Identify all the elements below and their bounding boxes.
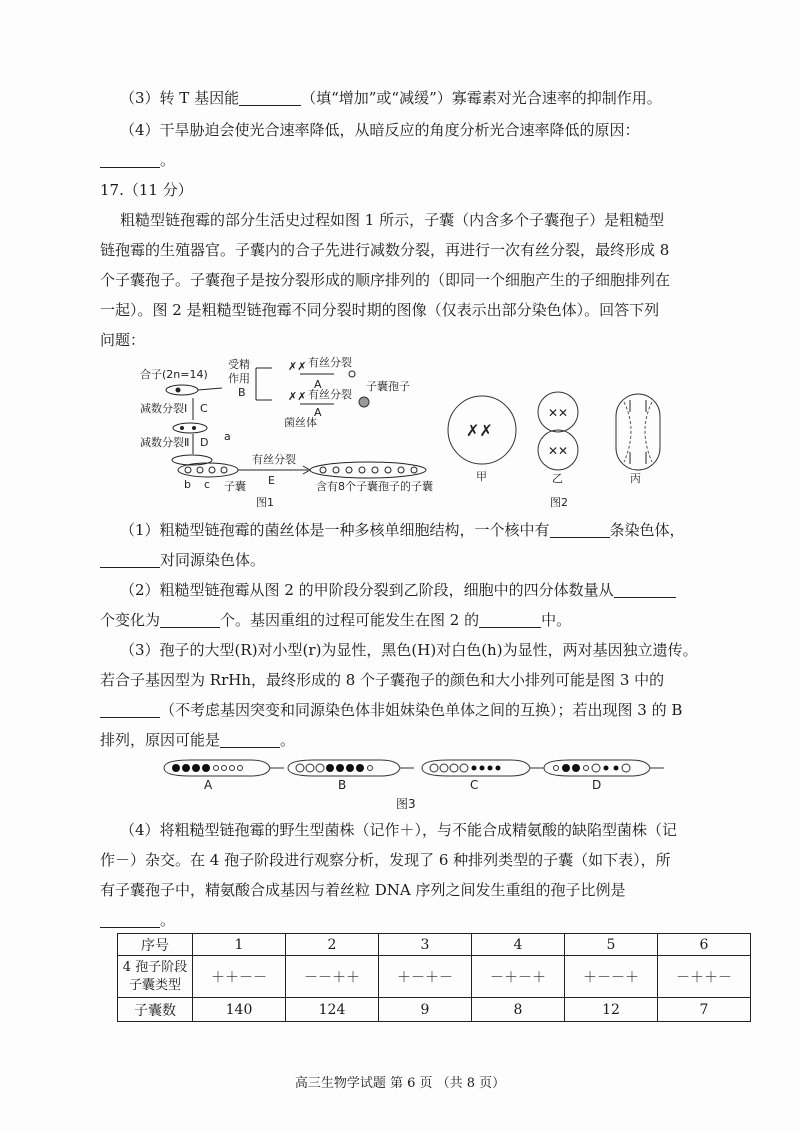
table-cell: ＋－＋－ xyxy=(379,956,472,998)
q17-part3-line xyxy=(100,730,295,750)
table-cell: 2 xyxy=(286,934,379,956)
fig1-mitosis-label: 有丝分裂 xyxy=(308,356,352,369)
ascus-four-nuclei xyxy=(178,463,238,477)
ascus-A xyxy=(164,760,284,792)
table-cell: －＋－＋ xyxy=(472,956,565,998)
fig1-mycelium-label: 菌丝体 xyxy=(284,416,317,429)
table-header-line: 4 孢子阶段 xyxy=(122,959,188,975)
fig1-label-A: A xyxy=(314,406,322,419)
fig1-chromosome-cluster: ✗✗ xyxy=(288,360,307,373)
q17-part1-cont xyxy=(100,550,265,570)
answer-blank[interactable] xyxy=(100,551,160,568)
fig1-fertilization-label: 作用 xyxy=(228,372,250,385)
ascus-D xyxy=(544,760,664,792)
q17-number: 17.（11 分） xyxy=(100,181,193,199)
fig1-zygote-label: 合子(2n=14) xyxy=(140,368,208,381)
figure-3 xyxy=(160,756,700,810)
fig3-label-D: D xyxy=(592,778,602,792)
q16-part3-label: （3）转 T 基因能 xyxy=(120,89,240,107)
q17-intro-line: 链孢霉的生殖器官。子囊内的合子先进行减数分裂，再进行一次有丝分裂，最终形成 8 xyxy=(100,241,670,259)
fig3-caption: 图3 xyxy=(396,797,416,810)
table-header xyxy=(118,956,193,998)
fig2-label-yi: 乙 xyxy=(552,472,563,485)
q16-part4-end: 。 xyxy=(160,151,176,169)
q17-part3-line: 若合子基因型为 RrHh，最终形成的 8 个子囊孢子的颜色和大小排列可能是图 3 中的 xyxy=(100,671,665,689)
ascus-eight-spores xyxy=(310,462,426,478)
fig1-label-a: a xyxy=(224,430,231,443)
fig1-chromosome-cluster: ✗✗ xyxy=(288,390,307,403)
answer-blank[interactable] xyxy=(100,911,160,928)
ascus-B xyxy=(288,760,414,792)
answer-blank[interactable] xyxy=(614,581,676,598)
table-header-line: 子囊类型 xyxy=(128,977,181,993)
table-row-count xyxy=(118,998,751,1022)
chromosome-yi: ✕✕ xyxy=(548,406,569,420)
table-cell: 6 xyxy=(658,934,751,956)
table-cell: 7 xyxy=(658,998,751,1022)
q17-part1-text: （1）粗糙型链孢霉的菌丝体是一种多核单细胞结构，一个核中有 xyxy=(120,521,550,539)
fig1-ascus8-label: 含有8个子囊孢子的子囊 xyxy=(316,480,433,493)
answer-blank[interactable] xyxy=(160,611,220,628)
fig1-label-E: E xyxy=(268,474,275,487)
fig1-label-C: C xyxy=(200,402,208,415)
fig1-mycelium-dot xyxy=(359,397,369,407)
q16-part3-tail: （填“增加”或“减缓”）寡霉素对光合速率的抑制作用。 xyxy=(301,89,662,107)
figure-1 xyxy=(138,356,438,508)
cell-bing xyxy=(616,394,660,470)
answer-blank[interactable] xyxy=(479,611,541,628)
q17-part2-text: （2）粗糙型链孢霉从图 2 的甲阶段分裂到乙阶段，细胞中的四分体数量从 xyxy=(120,581,614,599)
table-row-type xyxy=(118,956,751,998)
fig1-label-b: b xyxy=(184,478,191,491)
fig1-mitosis-label: 有丝分裂 xyxy=(252,453,296,466)
q17-part1-text: 条染色体， xyxy=(609,521,685,539)
q17-part4-line xyxy=(100,910,175,930)
fig1-mitosis-label: 有丝分裂 xyxy=(308,388,352,401)
answer-blank[interactable] xyxy=(100,701,160,718)
q17-intro-line: 一起）。图 2 是粗糙型链孢霉不同分裂时期的图像（仅表示出部分染色体）。回答下列 xyxy=(100,301,660,319)
q17-part3-text: （不考虑基因突变和同源染色体非姐妹染色单体之间的互换）；若出现图 3 的 B xyxy=(160,701,683,719)
table-cell: 9 xyxy=(379,998,472,1022)
chromosome-tetrad: ✗✗ xyxy=(466,421,493,440)
fig1-meiosis2-label: 减数分裂Ⅱ xyxy=(140,436,190,449)
q17-part2-text: 中。 xyxy=(541,611,572,629)
fig1-ascus-label: 子囊 xyxy=(224,480,246,493)
fig2-caption: 图2 xyxy=(550,496,568,509)
q17-part4-line: 有子囊孢子中，精氨酸合成基因与着丝粒 DNA 序列之间发生重组的孢子比例是 xyxy=(100,881,626,899)
table-cell: 8 xyxy=(472,998,565,1022)
q17-part2-text: 个。基因重组的过程可能发生在图 2 的 xyxy=(220,611,480,629)
answer-blank[interactable] xyxy=(550,521,610,538)
table-cell: 5 xyxy=(565,934,658,956)
fig3-label-C: C xyxy=(470,778,479,792)
figure-2 xyxy=(440,390,680,510)
fig1-label-B: B xyxy=(238,386,246,399)
q17-part2 xyxy=(120,580,676,600)
fig3-label-A: A xyxy=(204,778,213,792)
zygote-nucleus xyxy=(176,388,181,393)
q17-part1-text: 对同源染色体。 xyxy=(160,551,266,569)
q16-part4-answer xyxy=(100,150,175,170)
fig3-label-B: B xyxy=(338,778,347,792)
table-header: 序号 xyxy=(118,934,193,956)
table-row-index xyxy=(118,934,751,956)
chromosome-yi: ✕✕ xyxy=(548,444,569,458)
table-cell: 4 xyxy=(472,934,565,956)
ascus-C xyxy=(422,760,544,792)
page-footer: 高三生物学试题 第 6 页 （共 8 页） xyxy=(294,1076,506,1091)
q17-part3: （3）孢子的大型(R)对小型(r)为显性，黑色(H)对白色(h)为显性，两对基因独立遗传。 xyxy=(120,641,698,659)
table-cell: 12 xyxy=(565,998,658,1022)
table-cell: 1 xyxy=(193,934,286,956)
table-cell: －＋＋－ xyxy=(658,956,751,998)
q17-intro-line: 个子囊孢子。子囊孢子是按分裂形成的顺序排列的（即同一个细胞产生的子细胞排列在 xyxy=(100,271,671,289)
fig1-label-D: D xyxy=(200,436,209,449)
q17-part3-text: 。 xyxy=(280,731,296,749)
q17-part4-line: 作－）杂交。在 4 孢子阶段进行观察分析，发现了 6 种排列类型的子囊（如下表），所 xyxy=(100,851,671,869)
table-cell: －－＋＋ xyxy=(286,956,379,998)
q17-part1 xyxy=(120,520,685,540)
q17-intro-line: 粗糙型链孢霉的部分生活史过程如图 1 所示，子囊（内含多个子囊孢子）是粗糙型 xyxy=(120,211,665,229)
q17-part2-cont xyxy=(100,610,571,630)
q17-part3-text: 排列，原因可能是 xyxy=(100,731,221,749)
table-cell: 3 xyxy=(379,934,472,956)
fig1-spore-label: 子囊孢子 xyxy=(366,380,410,393)
fig1-meiosis1-label: 减数分裂Ⅰ xyxy=(140,402,188,415)
q16-part3 xyxy=(120,88,662,108)
zygote-ascus-shape xyxy=(166,385,198,395)
q17-intro-line: 问题： xyxy=(100,331,146,349)
fig2-label-jia: 甲 xyxy=(476,470,487,483)
table-header: 子囊数 xyxy=(118,998,193,1022)
table-cell: 140 xyxy=(193,998,286,1022)
answer-blank[interactable] xyxy=(239,89,301,106)
fig1-spore xyxy=(349,371,355,377)
q16-part4: （4）干旱胁迫会使光合速率降低，从暗反应的角度分析光合速率降低的原因： xyxy=(120,121,640,139)
q17-part3-line xyxy=(100,700,682,720)
fig1-caption: 图1 xyxy=(256,496,274,508)
ascus-type-table xyxy=(117,933,751,1022)
q17-part4: （4）将粗糙型链孢霉的野生型菌株（记作＋），与不能合成精氨酸的缺陷型菌株（记 xyxy=(120,821,678,839)
fig1-label-c: c xyxy=(204,478,211,491)
answer-blank[interactable] xyxy=(100,151,160,168)
q17-part2-text: 个变化为 xyxy=(100,611,161,629)
table-cell: ＋－－＋ xyxy=(565,956,658,998)
table-cell: ＋＋－－ xyxy=(193,956,286,998)
ascus-after-meiosis1 xyxy=(173,423,207,433)
q17-part4-text: 。 xyxy=(160,911,176,929)
table-cell: 124 xyxy=(286,998,379,1022)
fig2-label-bing: 丙 xyxy=(630,472,641,485)
fig1-fertilization-label: 受精 xyxy=(228,358,250,371)
fig1-label-A: A xyxy=(314,378,322,391)
answer-blank[interactable] xyxy=(220,731,280,748)
